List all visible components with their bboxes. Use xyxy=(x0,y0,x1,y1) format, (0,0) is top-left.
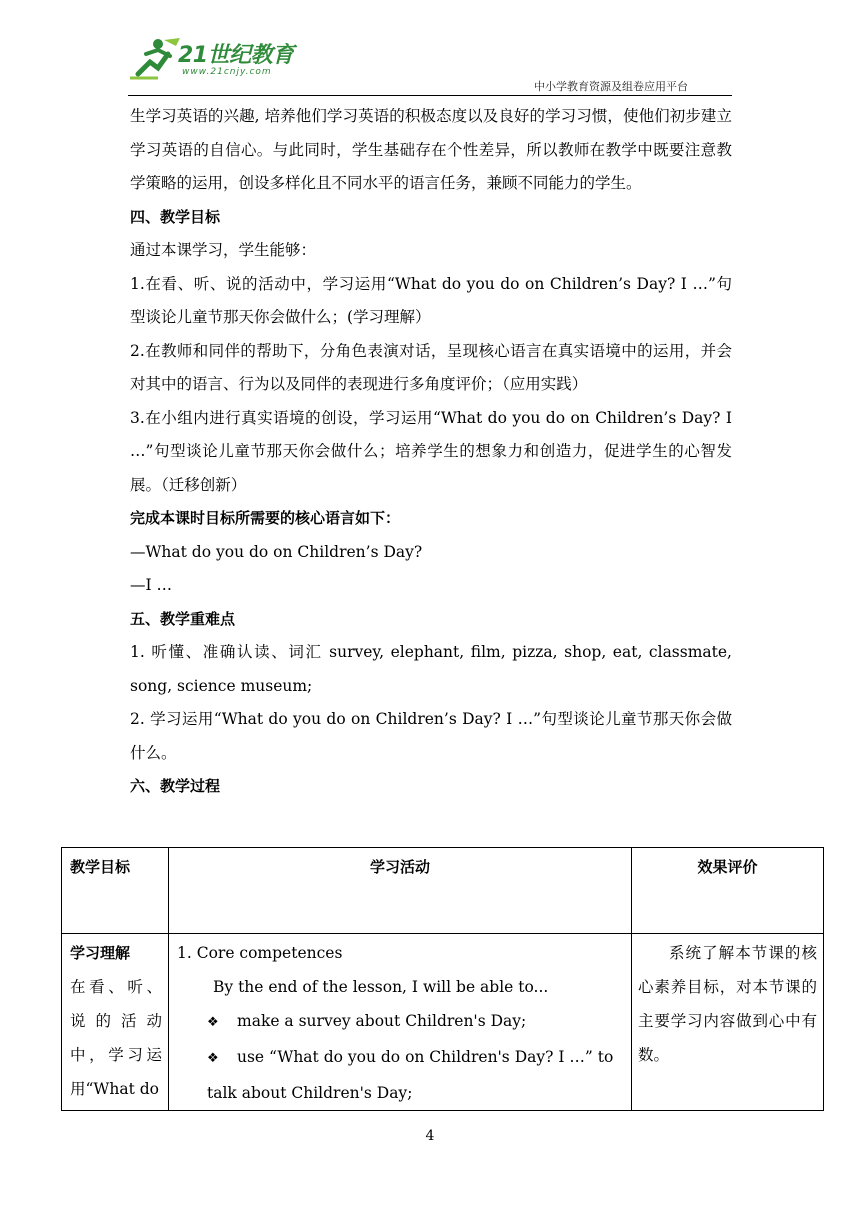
evaluation-text: 系统了解本节课的核心素养目标，对本节课的主要学习内容做到心中有数。 xyxy=(638,944,817,1064)
header-divider xyxy=(128,95,732,96)
activity-bullet xyxy=(177,1004,625,1040)
core-language-question: —What do you do on Children’s Day? xyxy=(130,542,423,561)
platform-name: 中小学教育资源及组卷应用平台 xyxy=(534,80,688,93)
header-activity: 学习活动 xyxy=(169,848,632,934)
activity-bullet xyxy=(177,1040,625,1110)
section-4-lead: 通过本课学习，学生能够： xyxy=(130,241,317,259)
page-header xyxy=(128,30,732,96)
site-logo xyxy=(128,34,298,86)
header-evaluation: 效果评价 xyxy=(632,848,824,934)
goal-text: 在看、听、说的活动中，学习运用“What do xyxy=(70,978,162,1098)
diamond-bullet-icon: ❖ xyxy=(207,1015,219,1030)
logo-text: 21世纪教育 xyxy=(178,43,294,68)
goal-1: 1.在看、听、说的活动中，学习运用“What do you do on Children’s Day? I …”句型谈论儿童节那天你会做什么；(学习理解） xyxy=(130,274,732,326)
activity-bullet-text: use “What do you do on Children's Day? I …” to talk about Children's Day; xyxy=(207,1048,614,1102)
logo-url: www.21cnjy.com xyxy=(182,67,272,77)
goal-cell xyxy=(62,934,169,1111)
key-point-2: 2. 学习运用“What do you do on Children’s Day? I …”句型谈论儿童节那天你会做什么。 xyxy=(130,710,732,762)
activity-cell xyxy=(169,934,632,1111)
evaluation-cell xyxy=(632,934,824,1111)
core-language-answer: —I … xyxy=(130,576,173,594)
section-6-heading: 六、教学过程 xyxy=(130,777,221,795)
key-point-1: 1. 听懂、准确认读、词汇 survey, elephant, film, pizza, shop, eat, classmate, song, science museum; xyxy=(130,643,732,695)
document-body xyxy=(130,100,732,804)
header-goal: 教学目标 xyxy=(62,848,169,934)
running-figure-icon xyxy=(128,34,184,82)
activity-lead: By the end of the lesson, I will be able to... xyxy=(213,978,549,996)
table-header-row xyxy=(62,848,824,934)
page-number: 4 xyxy=(425,1128,435,1144)
section-4-heading: 四、教学目标 xyxy=(130,207,221,226)
teaching-process-table xyxy=(61,847,824,1111)
activity-bullet-text: make a survey about Children's Day; xyxy=(237,1012,527,1030)
section-5-heading: 五、教学重难点 xyxy=(130,609,236,628)
goal-label: 学习理解 xyxy=(70,944,131,962)
goal-3: 3.在小组内进行真实语境的创设，学习运用“What do you do on Children’s Day? I …”句型谈论儿童节那天你会做什么；培养学生的想象力和创造力，促进学生的心智发展。（迁移创新） xyxy=(130,408,732,494)
core-language-heading: 完成本课时目标所需要的核心语言如下： xyxy=(130,509,401,527)
goal-2: 2.在教师和同伴的帮助下，分角色表演对话，呈现核心语言在真实语境中的运用，并会对其中的语言、行为以及同伴的表现进行多角度评价；（应用实践） xyxy=(130,341,732,393)
intro-paragraph: 生学习英语的兴趣, 培养他们学习英语的积极态度以及良好的学习习惯，使他们初步建立学习英语的自信心。与此同时，学生基础存在个性差异，所以教师在教学中既要注意教学策略的运用，创设多样化且不同水平的语言任务，兼顾不同能力的学生。 xyxy=(130,107,732,192)
table-row xyxy=(62,934,824,1111)
diamond-bullet-icon: ❖ xyxy=(207,1051,219,1066)
activity-title: 1. Core competences xyxy=(177,944,343,962)
